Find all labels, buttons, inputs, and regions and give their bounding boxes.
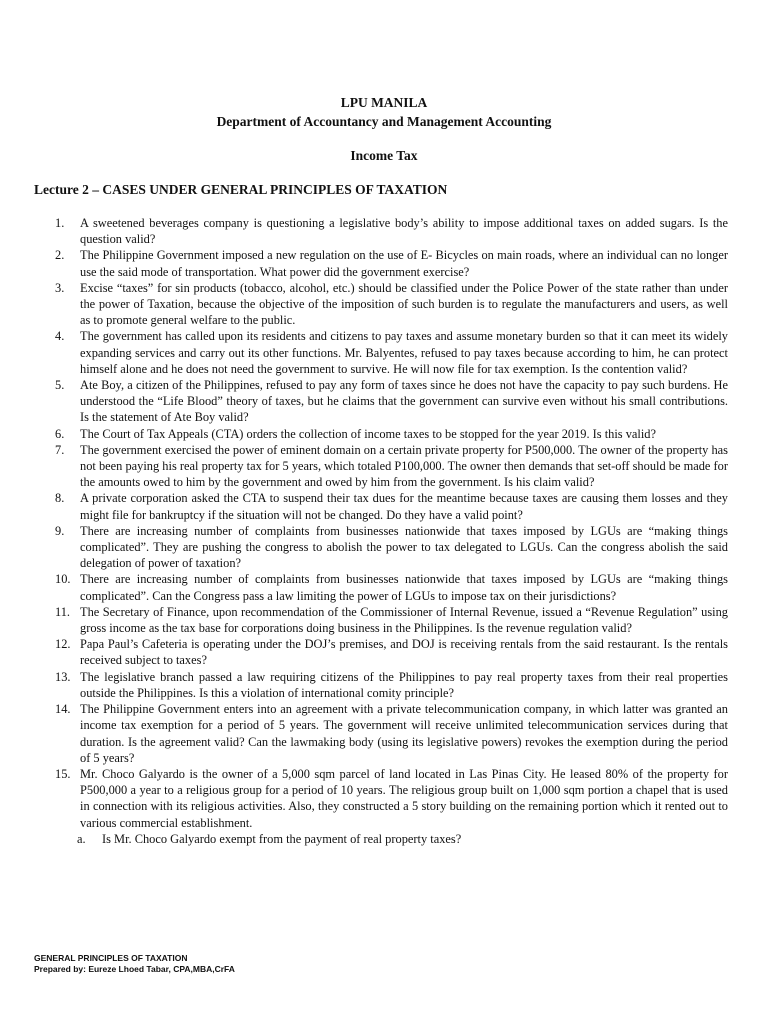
case-number: 12. [55,637,71,652]
case-text: A sweetened beverages company is questioning a legislative body’s ability to impose additional taxes on added sugars. Is the question valid? [80,216,728,247]
case-item [55,328,728,377]
sub-item [77,831,728,847]
case-text: Papa Paul’s Cafeteria is operating under the DOJ’s premises, and DOJ is receiving rentals from the said restaurant. Is the rentals received subject to taxes? [80,637,728,668]
case-number: 13. [55,669,71,684]
case-text: The Philippine Government enters into an agreement with a private telecommunication company, in which latter was granted an income tax exemption for a period of 5 years. The government will receive unlimited telecommunication services during that duration. Is the agreement valid? Can the lawmaking body (using its legislative powers) revokes the exemption during the period of 5 years? [80,702,728,765]
case-number: 2. [55,248,65,263]
case-item [55,766,728,847]
case-number: 1. [55,216,65,230]
case-text: The Secretary of Finance, upon recommendation of the Commissioner of Internal Revenue, issued a “Revenue Regulation” using gross income as the tax base for corporations doing business in the Philippines. Is the revenue regulation valid? [80,604,728,636]
document-header [0,93,768,165]
case-text: Excise “taxes” for sin products (tobacco, alcohol, etc.) should be classified under the Police Power of the state rather than under the power of Taxation, because the objective of the imposition of such burden is to regulate the manufacturers and users, as well as to promote general welfare to the public. [80,280,728,328]
case-number: 11. [55,604,71,619]
case-number: 15. [55,766,71,781]
case-number: 14. [55,702,71,717]
case-text: There are increasing number of complaints from businesses nationwide that taxes imposed by LGUs are “making things complicated”. They are pushing the congress to abolish the power to tax delegated to LGUs. Can the congress abolish the said delegation of power of taxation? [80,523,728,571]
course-title: Income Tax [350,148,418,163]
school-name: LPU MANILA [340,95,428,110]
case-number: 9. [55,523,65,538]
page-footer [34,953,235,975]
case-item [55,701,728,766]
case-item [55,604,728,636]
case-item [55,669,728,701]
case-item [55,215,728,247]
case-text: Ate Boy, a citizen of the Philippines, refused to pay any form of taxes since he does not have the capacity to pay such burdens. He understood the “Life Blood” theory of taxes, but he claims that the government can survive even without his small contributions. Is the statement of Ate Boy valid? [80,378,728,425]
case-text: There are increasing number of complaints from businesses nationwide that taxes imposed by LGUs are “making things complicated”. Can the Congress pass a law limiting the power of LGUs to impose tax on their jurisdictions? [80,572,728,603]
case-text: The legislative branch passed a law requiring citizens of the Philippines to pay real property taxes from their real properties outside the Philippines. Is this a violation of international comity principle? [80,669,728,700]
case-item [55,571,728,603]
case-item [55,247,728,279]
case-item [55,377,728,426]
case-number: 5. [55,378,65,393]
case-item [55,426,728,442]
case-item [55,280,728,329]
lecture-title: Lecture 2 – CASES UNDER GENERAL PRINCIPLES OF TAXATION [34,182,448,197]
case-text: The Court of Tax Appeals (CTA) orders the collection of income taxes to be stopped for the year 2019. Is this valid? [80,426,656,441]
sub-item-letter: a. [77,831,86,846]
case-text: The government has called upon its residents and citizens to pay taxes and assume monetary burden so that it can meet its widely expanding services and carry out its other functions. Mr. Balyentes, refused to pay taxes because according to him, he can protect himself alone and he does not need the government to survive. He will now file for tax exemption. Is the contention valid? [80,329,728,376]
case-item [55,523,728,572]
case-item [55,490,728,522]
case-text: Mr. Choco Galyardo is the owner of a 5,000 sqm parcel of land located in Las Pinas City. He leased 80% of the property for P500,000 a year to a religious group for a period of 10 years. The religious group built on 1,000 sqm portion a chapel that is used in connection with its religious activities. Also, they constructed a 5 story building on the remaining portion which it rented out to various commercial establishment. [80,766,728,830]
footer-author: Prepared by: Eureze Lhoed Tabar, CPA,MBA,CrFA [34,964,235,974]
case-number: 4. [55,329,65,344]
sub-item-text: Is Mr. Choco Galyardo exempt from the payment of real property taxes? [102,831,462,846]
case-number: 7. [55,442,65,457]
case-number: 6. [55,426,65,441]
case-text: The Philippine Government imposed a new regulation on the use of E- Bicycles on main roads, where an individual can no longer use the said mode of transportation. What power did the government exercise? [80,248,728,279]
case-number: 3. [55,280,65,295]
case-number: 10. [55,572,71,587]
case-item [55,636,728,668]
case-number: 8. [55,491,65,506]
case-list [55,215,728,847]
footer-title: GENERAL PRINCIPLES OF TAXATION [34,953,188,963]
department-name: Department of Accountancy and Management Accounting [216,114,552,129]
case-text: The government exercised the power of eminent domain on a certain private property for P500,000. The owner of the property has not been paying his real property tax for 5 years, which totaled P100,000. The owner then demands that set-off should be made for the amounts owed to him by the government and owed by him from the government. Is his claim valid? [80,442,728,490]
case-item [55,442,728,491]
case-text: A private corporation asked the CTA to suspend their tax dues for the meantime because taxes are causing them losses and they might file for bankruptcy if the situation will not be changed. Do they have a valid point? [80,491,728,522]
